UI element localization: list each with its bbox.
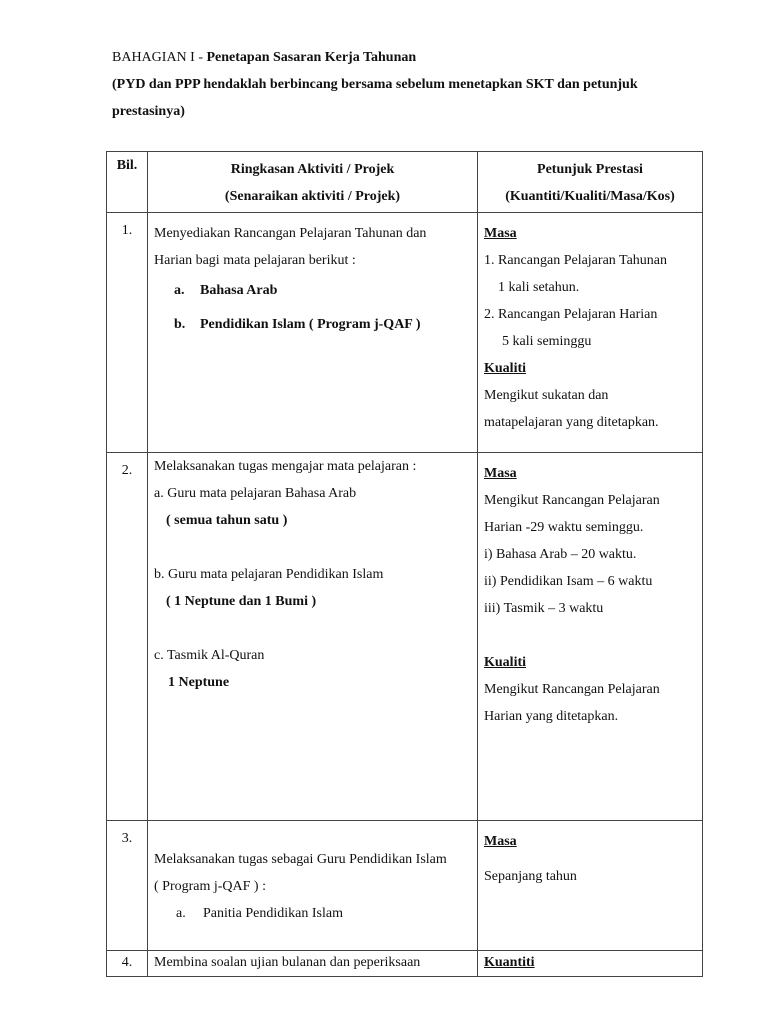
masa-label: Masa [484, 834, 517, 849]
section-heading [112, 44, 712, 125]
skt-table [106, 151, 703, 977]
header-petunjuk: Petunjuk Prestasi (Kuantiti/Kualiti/Masa/Kos) [478, 152, 703, 213]
row-number: 1. [107, 213, 148, 453]
row-number: 3. [107, 821, 148, 951]
table-row [107, 951, 703, 977]
indicator-cell: Masa Mengikut Rancangan Pelajaran Harian -29 waktu seminggu. i) Bahasa Arab – 20 waktu. ii) Pendidikan Isam – 6 waktu iii) Tasmik – 3 waktu Kualiti Mengikut Rancangan Pelajaran Harian yang ditetapkan. [478, 453, 703, 821]
indicator-cell [478, 951, 703, 977]
table-header-row [107, 152, 703, 213]
activity-cell: Menyediakan Rancangan Pelajaran Tahunan dan Harian bagi mata pelajaran berikut : a. Bahasa Arab b. Pendidikan Islam ( Program j-QAF ) [148, 213, 478, 453]
activity-cell: Melaksanakan tugas sebagai Guru Pendidikan Islam ( Program j-QAF ) : a. Panitia Pendidikan Islam [148, 821, 478, 951]
table-row [107, 213, 703, 453]
kualiti-label: Kualiti [484, 655, 527, 670]
header-bil: Bil. [107, 152, 148, 213]
row-number: 4. [107, 951, 148, 977]
list-item: a. Bahasa Arab [174, 283, 278, 298]
activity-cell: Melaksanakan tugas mengajar mata pelajaran : a. Guru mata pelajaran Bahasa Arab ( semua tahun satu ) b. Guru mata pelajaran Pendidikan Islam ( 1 Neptune dan 1 Bumi ) c. Tasmik Al-Quran 1 Neptune [148, 453, 478, 821]
list-item: a. Panitia Pendidikan Islam [176, 906, 343, 921]
masa-label: Masa [484, 466, 517, 481]
row-number: 2. [107, 453, 148, 821]
kuantiti-label: Kuantiti [484, 955, 535, 970]
heading-title: BAHAGIAN I - Penetapan Sasaran Kerja Tahunan [112, 50, 417, 65]
heading-note-line1: (PYD dan PPP hendaklah berbincang bersama sebelum menetapkan SKT dan petunjuk [112, 77, 638, 92]
indicator-cell: Masa Sepanjang tahun [478, 821, 703, 951]
list-item: b. Pendidikan Islam ( Program j-QAF ) [174, 317, 421, 332]
activity-cell: Membina soalan ujian bulanan dan peperiksaan [148, 951, 478, 977]
kualiti-label: Kualiti [484, 361, 527, 376]
table-row [107, 453, 703, 821]
header-aktiviti: Ringkasan Aktiviti / Projek (Senaraikan aktiviti / Projek) [148, 152, 478, 213]
table-row [107, 821, 703, 951]
heading-note-line2: prestasinya) [112, 104, 185, 119]
indicator-cell: Masa 1. Rancangan Pelajaran Tahunan 1 kali setahun. 2. Rancangan Pelajaran Harian 5 kali seminggu Kualiti Mengikut sukatan dan matapelajaran yang ditetapkan. [478, 213, 703, 453]
masa-label: Masa [484, 226, 517, 241]
